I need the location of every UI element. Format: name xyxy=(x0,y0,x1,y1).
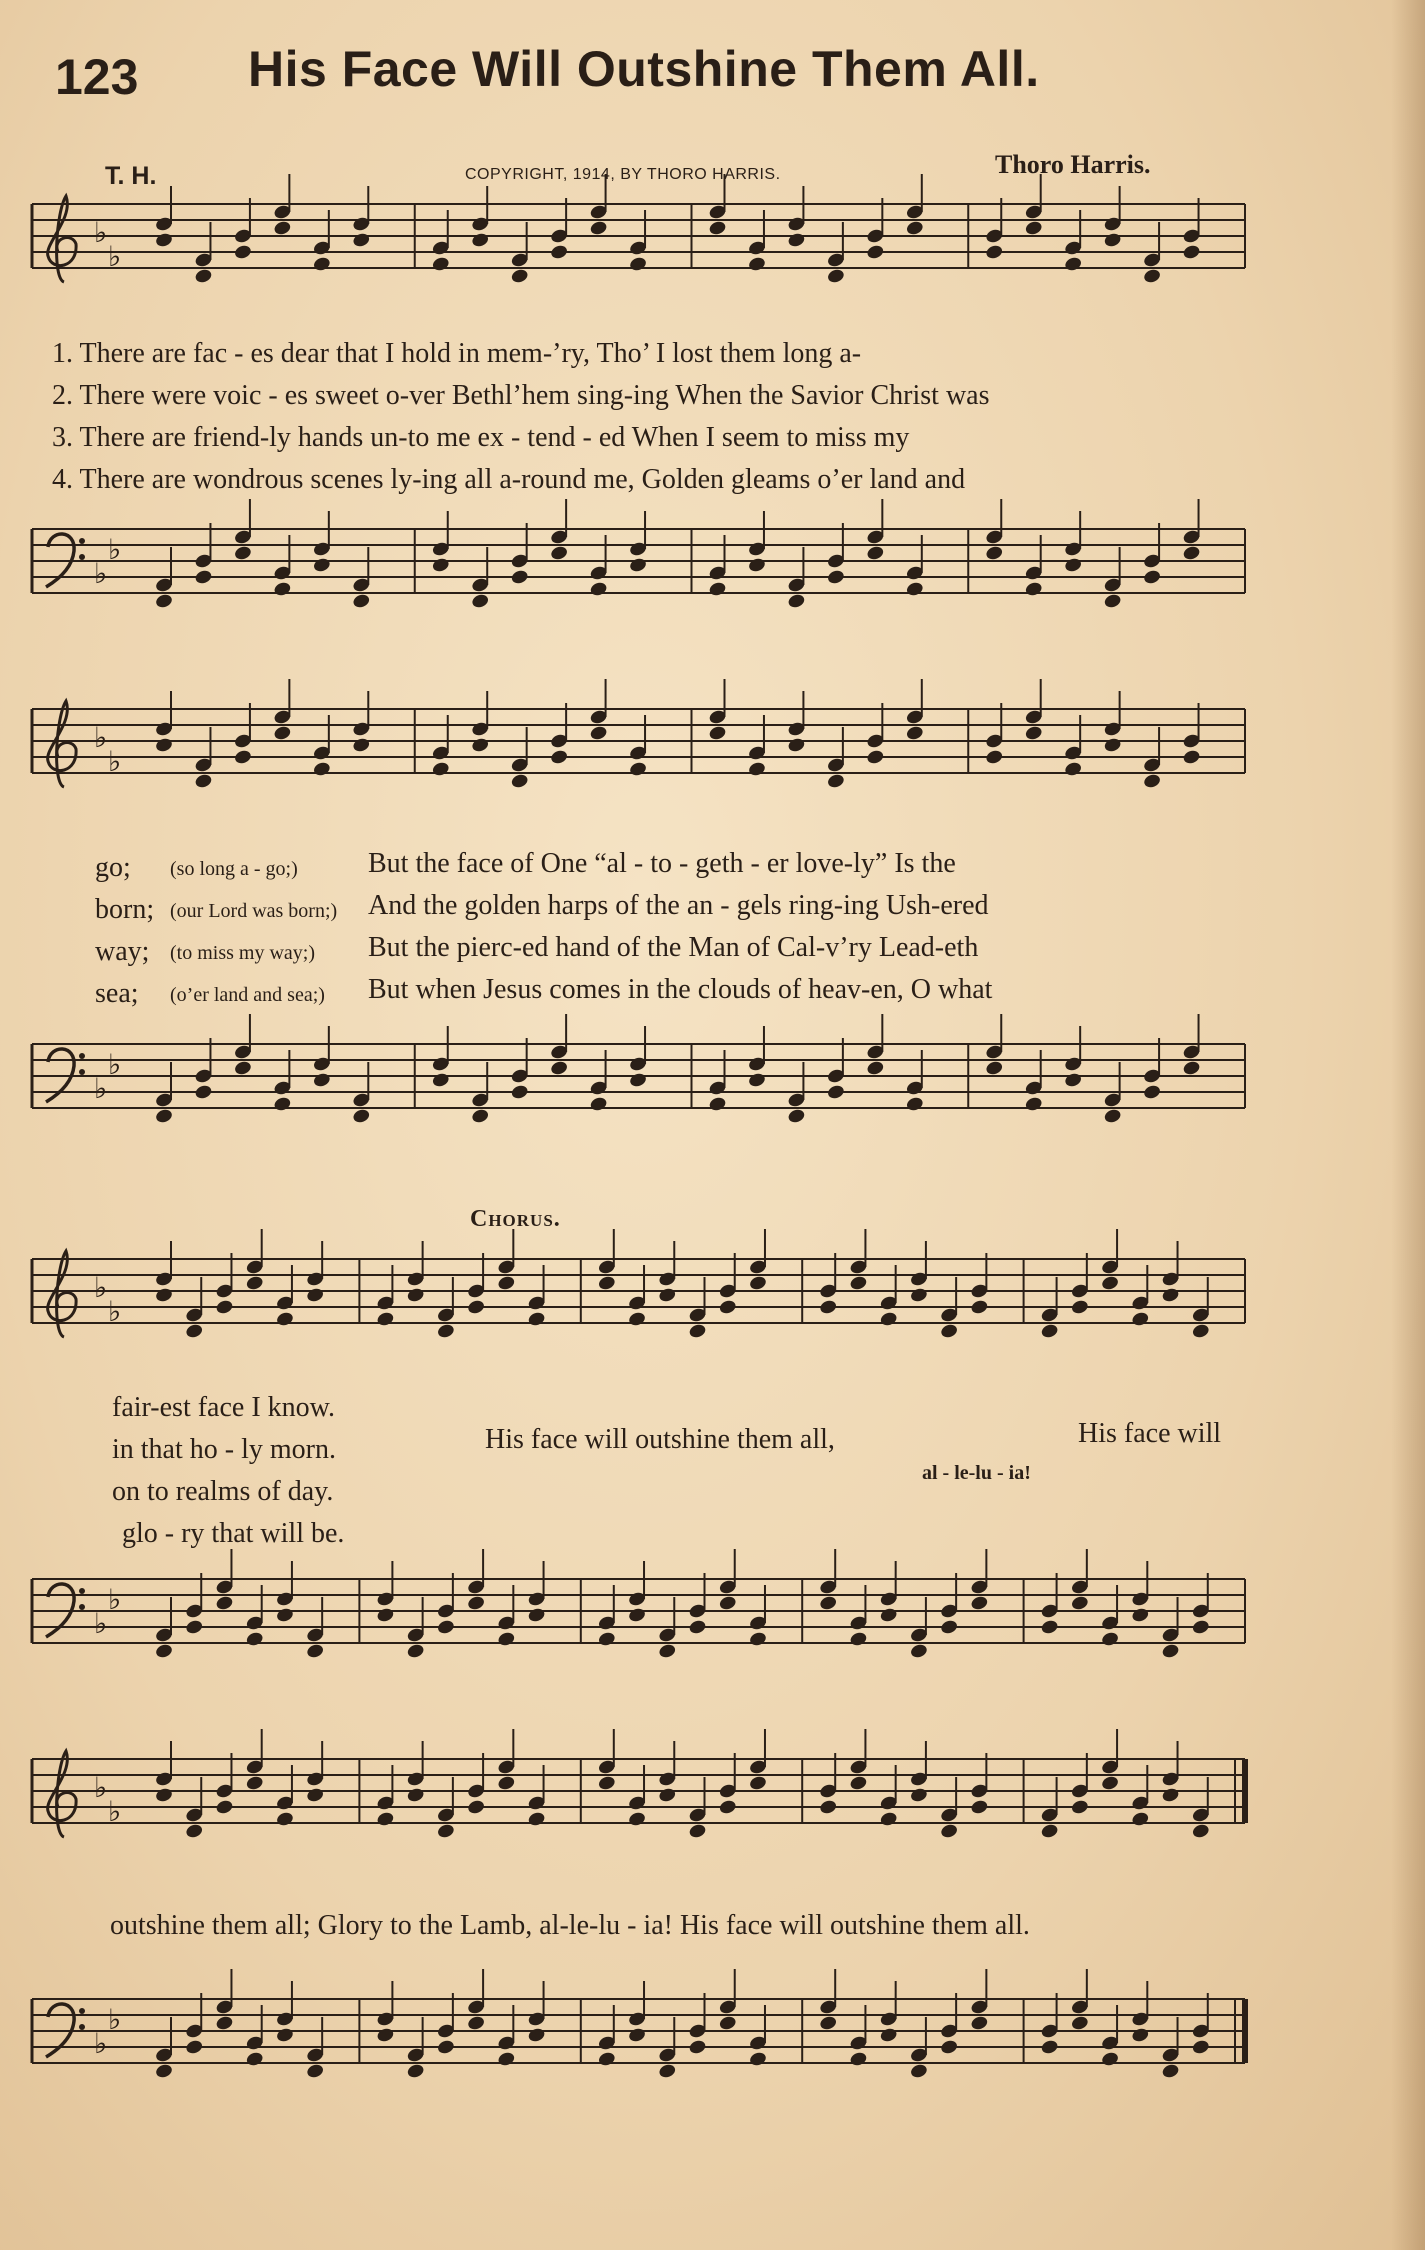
note-head xyxy=(245,1275,264,1292)
system1-verse-3: 3. There are friend-ly hands un-to me ex - tend - ed When I seem to miss my xyxy=(52,422,910,453)
note-head xyxy=(306,1787,325,1804)
note-head xyxy=(194,773,213,790)
chorus-line-1: His face will outshine them all, xyxy=(485,1424,835,1455)
note-head xyxy=(1040,1323,1059,1340)
note-head xyxy=(826,268,845,285)
copyright-notice: COPYRIGHT, 1914, BY THORO HARRIS. xyxy=(465,166,781,183)
note-head xyxy=(431,557,450,574)
note-head xyxy=(970,1299,989,1316)
note-head xyxy=(436,1619,455,1636)
note-head xyxy=(970,1595,989,1612)
note-head xyxy=(597,2051,616,2068)
bass-clef-dot xyxy=(79,2008,85,2014)
note-head xyxy=(787,1108,806,1125)
hymn-title: His Face Will Outshine Them All. xyxy=(248,41,1040,97)
chorus-echo: al - le-lu - ia! xyxy=(922,1462,1031,1484)
system1-bass-staff xyxy=(0,515,1425,635)
note-head xyxy=(1103,737,1122,754)
note-head xyxy=(1064,557,1083,574)
note-head xyxy=(826,773,845,790)
flat-sign-icon: ♭ xyxy=(94,216,108,249)
note-head xyxy=(275,1811,294,1828)
note-head xyxy=(233,244,252,261)
note-head xyxy=(688,1823,707,1840)
note-head xyxy=(406,2063,425,2080)
note-head xyxy=(819,2015,838,2032)
treble-clef-icon xyxy=(48,196,76,282)
note-head xyxy=(497,1275,516,1292)
treble-clef-icon xyxy=(48,1751,76,1837)
note-head xyxy=(1064,1072,1083,1089)
note-head xyxy=(748,2051,767,2068)
note-head xyxy=(1191,1323,1210,1340)
note-head xyxy=(597,1775,616,1792)
note-head xyxy=(215,1299,234,1316)
note-head xyxy=(718,2015,737,2032)
system1-verse-1: 1. There are fac - es dear that I hold in mem-’ry, Tho’ I lost them long a- xyxy=(52,338,862,369)
note-head xyxy=(306,1643,325,1660)
note-head xyxy=(215,1799,234,1816)
note-head xyxy=(1143,268,1162,285)
note-head xyxy=(748,1775,767,1792)
treble-clef-icon xyxy=(48,1251,76,1337)
note-head xyxy=(849,2051,868,2068)
chorus-line-2: outshine them all; Glory to the Lamb, al-le-lu - ia! His face will outshine them all. xyxy=(110,1910,1030,1941)
note-head xyxy=(747,761,766,778)
chorus-line-1-tail: His face will xyxy=(1078,1418,1222,1449)
bass-clef-dot xyxy=(79,538,85,544)
note-head xyxy=(1191,2039,1210,2056)
note-head xyxy=(866,244,885,261)
system4-bass-staff xyxy=(0,1985,1425,2105)
note-head xyxy=(233,749,252,766)
system3-verse-1-ending: fair-est face I know. xyxy=(112,1392,336,1423)
system3-verse-3-ending: on to realms of day. xyxy=(112,1476,334,1507)
note-head xyxy=(376,1811,395,1828)
note-head xyxy=(1143,773,1162,790)
note-head xyxy=(406,1287,425,1304)
note-head xyxy=(658,1787,677,1804)
note-head xyxy=(510,773,529,790)
note-head xyxy=(550,749,569,766)
system1-verse-2: 2. There were voic - es sweet o-ver Bethl’hem sing-ing When the Savior Christ was xyxy=(52,380,990,411)
system2-verse-1-start: go; xyxy=(95,852,131,883)
note-head xyxy=(1182,244,1201,261)
note-head xyxy=(550,1060,569,1077)
note-head xyxy=(1131,1607,1150,1624)
note-head xyxy=(688,1619,707,1636)
note-head xyxy=(312,256,331,273)
note-head xyxy=(1070,1299,1089,1316)
bass-clef-dot xyxy=(79,1604,85,1610)
note-head xyxy=(628,761,647,778)
note-head xyxy=(627,2027,646,2044)
system1-verse-4: 4. There are wondrous scenes ly-ing all a-round me, Golden gleams o’er land and xyxy=(52,464,966,495)
note-head xyxy=(688,1323,707,1340)
system3-bass-staff xyxy=(0,1565,1425,1685)
note-head xyxy=(154,1787,173,1804)
system3-verse-4-ending: glo - ry that will be. xyxy=(122,1518,345,1549)
note-head xyxy=(1100,1775,1119,1792)
note-head xyxy=(471,737,490,754)
note-head xyxy=(1100,1275,1119,1292)
system2-verse-4-start: sea; xyxy=(95,978,139,1009)
note-head xyxy=(905,581,924,598)
note-head xyxy=(1040,1823,1059,1840)
note-head xyxy=(215,1595,234,1612)
note-head xyxy=(718,1595,737,1612)
note-head xyxy=(909,1287,928,1304)
note-head xyxy=(1024,581,1043,598)
flat-sign-icon: ♭ xyxy=(94,1771,108,1804)
note-head xyxy=(826,569,845,586)
note-head xyxy=(1024,725,1043,742)
system1-treble-staff xyxy=(0,190,1425,310)
note-head xyxy=(597,1275,616,1292)
bass-clef-dot xyxy=(79,2024,85,2030)
note-head xyxy=(1191,1619,1210,1636)
note-head xyxy=(467,2015,486,2032)
flat-sign-icon: ♭ xyxy=(108,240,122,273)
note-head xyxy=(970,2015,989,2032)
flat-sign-icon: ♭ xyxy=(108,745,122,778)
bass-clef-dot xyxy=(79,1069,85,1075)
composer-credit: Thoro Harris. xyxy=(995,150,1151,179)
note-head xyxy=(194,1084,213,1101)
note-head xyxy=(747,557,766,574)
flat-sign-icon: ♭ xyxy=(108,1795,122,1828)
note-head xyxy=(819,1799,838,1816)
note-head xyxy=(1161,1287,1180,1304)
note-head xyxy=(312,557,331,574)
system2-verse-2-echo: (our Lord was born;) xyxy=(170,900,338,922)
note-head xyxy=(1161,1787,1180,1804)
note-head xyxy=(866,749,885,766)
note-head xyxy=(819,1595,838,1612)
system2-verse-3-rest: But the pierc-ed hand of the Man of Cal-v’ry Lead-eth xyxy=(368,932,979,963)
note-head xyxy=(1040,1619,1059,1636)
note-head xyxy=(940,2039,959,2056)
system2-verse-4-rest: But when Jesus comes in the clouds of heav-en, O what xyxy=(368,974,993,1005)
note-head xyxy=(550,545,569,562)
system2-bass-staff xyxy=(0,1030,1425,1150)
note-head xyxy=(1070,1799,1089,1816)
note-head xyxy=(589,1096,608,1113)
note-head xyxy=(245,1631,264,1648)
note-head xyxy=(905,1096,924,1113)
note-head xyxy=(747,256,766,273)
note-head xyxy=(909,2063,928,2080)
note-head xyxy=(628,557,647,574)
system2-verse-1-echo: (so long a - go;) xyxy=(170,858,298,880)
note-head xyxy=(658,1643,677,1660)
note-head xyxy=(866,545,885,562)
note-head xyxy=(215,2015,234,2032)
note-head xyxy=(849,1775,868,1792)
treble-clef-icon xyxy=(48,701,76,787)
note-head xyxy=(628,256,647,273)
note-head xyxy=(708,1096,727,1113)
flat-sign-icon: ♭ xyxy=(94,1271,108,1304)
note-head xyxy=(1024,220,1043,237)
note-head xyxy=(431,1072,450,1089)
flat-sign-icon: ♭ xyxy=(108,2003,122,2036)
note-head xyxy=(352,1108,371,1125)
note-head xyxy=(1064,256,1083,273)
note-head xyxy=(1131,1311,1150,1328)
note-head xyxy=(275,1311,294,1328)
note-head xyxy=(589,581,608,598)
note-head xyxy=(628,1072,647,1089)
note-head xyxy=(627,1811,646,1828)
note-head xyxy=(1143,1084,1162,1101)
note-head xyxy=(658,2063,677,2080)
note-head xyxy=(436,1823,455,1840)
note-head xyxy=(787,593,806,610)
note-head xyxy=(866,1060,885,1077)
note-head xyxy=(467,1799,486,1816)
note-head xyxy=(849,1631,868,1648)
note-head xyxy=(497,1775,516,1792)
flat-sign-icon: ♭ xyxy=(108,1583,122,1616)
note-head xyxy=(819,1299,838,1316)
note-head xyxy=(431,761,450,778)
note-head xyxy=(154,1108,173,1125)
note-head xyxy=(826,1084,845,1101)
note-head xyxy=(510,1084,529,1101)
note-head xyxy=(154,2063,173,2080)
note-head xyxy=(1024,1096,1043,1113)
flat-sign-icon: ♭ xyxy=(108,533,122,566)
note-head xyxy=(497,1631,516,1648)
hymn-number: 123 xyxy=(55,49,139,105)
note-head xyxy=(312,1072,331,1089)
note-head xyxy=(154,1287,173,1304)
note-head xyxy=(245,1775,264,1792)
note-head xyxy=(194,569,213,586)
flat-sign-icon: ♭ xyxy=(94,721,108,754)
system2-verse-3-echo: (to miss my way;) xyxy=(170,942,315,964)
note-head xyxy=(406,1787,425,1804)
note-head xyxy=(909,1787,928,1804)
note-head xyxy=(1064,761,1083,778)
note-head xyxy=(306,2063,325,2080)
bass-clef-dot xyxy=(79,554,85,560)
note-head xyxy=(909,1643,928,1660)
note-head xyxy=(849,1275,868,1292)
note-head xyxy=(527,2027,546,2044)
note-head xyxy=(597,1631,616,1648)
system3-treble-staff xyxy=(0,1245,1425,1365)
system2-verse-4-echo: (o’er land and sea;) xyxy=(170,984,325,1006)
note-head xyxy=(970,1799,989,1816)
note-head xyxy=(708,581,727,598)
chorus-label: Chorus. xyxy=(470,1206,561,1232)
note-head xyxy=(985,749,1004,766)
note-head xyxy=(471,1108,490,1125)
note-head xyxy=(879,2027,898,2044)
bass-clef-dot xyxy=(79,1588,85,1594)
system2-verse-2-start: born; xyxy=(95,894,155,925)
note-head xyxy=(154,593,173,610)
note-head xyxy=(352,593,371,610)
flat-sign-icon: ♭ xyxy=(94,1607,108,1640)
note-head xyxy=(550,244,569,261)
note-head xyxy=(233,1060,252,1077)
note-head xyxy=(497,2051,516,2068)
system2-verse-3-start: way; xyxy=(95,936,150,967)
note-head xyxy=(471,593,490,610)
flat-sign-icon: ♭ xyxy=(108,1048,122,1081)
note-head xyxy=(185,1619,204,1636)
note-head xyxy=(748,1631,767,1648)
note-head xyxy=(1100,1631,1119,1648)
system2-treble-staff xyxy=(0,695,1425,815)
note-head xyxy=(940,1619,959,1636)
note-head xyxy=(589,220,608,237)
note-head xyxy=(879,1607,898,1624)
note-head xyxy=(245,2051,264,2068)
note-head xyxy=(1100,2051,1119,2068)
note-head xyxy=(527,1811,546,1828)
note-head xyxy=(154,737,173,754)
note-head xyxy=(312,761,331,778)
note-head xyxy=(985,1060,1004,1077)
note-head xyxy=(233,545,252,562)
note-head xyxy=(352,232,371,249)
note-head xyxy=(718,1799,737,1816)
note-head xyxy=(1070,2015,1089,2032)
note-head xyxy=(940,1823,959,1840)
note-head xyxy=(940,1323,959,1340)
note-head xyxy=(589,725,608,742)
note-head xyxy=(185,1323,204,1340)
note-head xyxy=(1143,569,1162,586)
note-head xyxy=(1161,1643,1180,1660)
note-head xyxy=(627,1311,646,1328)
note-head xyxy=(708,220,727,237)
note-head xyxy=(1182,749,1201,766)
note-head xyxy=(985,244,1004,261)
note-head xyxy=(306,1287,325,1304)
note-head xyxy=(275,1607,294,1624)
note-head xyxy=(905,220,924,237)
note-head xyxy=(1040,2039,1059,2056)
note-head xyxy=(194,268,213,285)
flat-sign-icon: ♭ xyxy=(94,557,108,590)
system3-verse-2-ending: in that ho - ly morn. xyxy=(112,1434,336,1465)
note-head xyxy=(627,1607,646,1624)
note-head xyxy=(905,725,924,742)
note-head xyxy=(154,232,173,249)
author-initials: T. H. xyxy=(105,162,157,190)
note-head xyxy=(1131,1811,1150,1828)
note-head xyxy=(436,2039,455,2056)
note-head xyxy=(688,2039,707,2056)
note-head xyxy=(1161,2063,1180,2080)
system4-treble-staff xyxy=(0,1745,1425,1865)
note-head xyxy=(1131,2027,1150,2044)
note-head xyxy=(406,1643,425,1660)
note-head xyxy=(1191,1823,1210,1840)
note-head xyxy=(527,1311,546,1328)
note-head xyxy=(273,220,292,237)
note-head xyxy=(154,1643,173,1660)
note-head xyxy=(273,725,292,742)
note-head xyxy=(1070,1595,1089,1612)
system2-verse-1-rest: But the face of One “al - to - geth - er love-ly” Is the xyxy=(368,848,956,879)
note-head xyxy=(510,268,529,285)
note-head xyxy=(376,1607,395,1624)
note-head xyxy=(431,256,450,273)
note-head xyxy=(436,1323,455,1340)
note-head xyxy=(185,1823,204,1840)
note-head xyxy=(1103,593,1122,610)
note-head xyxy=(747,1072,766,1089)
note-head xyxy=(352,737,371,754)
flat-sign-icon: ♭ xyxy=(94,2027,108,2060)
note-head xyxy=(467,1595,486,1612)
note-head xyxy=(748,1275,767,1292)
note-head xyxy=(376,2027,395,2044)
note-head xyxy=(985,545,1004,562)
note-head xyxy=(1182,1060,1201,1077)
note-head xyxy=(275,2027,294,2044)
note-head xyxy=(510,569,529,586)
note-head xyxy=(879,1811,898,1828)
note-head xyxy=(718,1299,737,1316)
note-head xyxy=(708,725,727,742)
bass-clef-dot xyxy=(79,1053,85,1059)
note-head xyxy=(787,737,806,754)
note-head xyxy=(879,1311,898,1328)
note-head xyxy=(471,232,490,249)
note-head xyxy=(185,2039,204,2056)
note-head xyxy=(273,581,292,598)
note-head xyxy=(273,1096,292,1113)
note-head xyxy=(527,1607,546,1624)
system2-verse-2-rest: And the golden harps of the an - gels ring-ing Ush-ered xyxy=(368,890,989,921)
note-head xyxy=(376,1311,395,1328)
flat-sign-icon: ♭ xyxy=(94,1072,108,1105)
note-head xyxy=(1182,545,1201,562)
note-head xyxy=(658,1287,677,1304)
note-head xyxy=(1103,1108,1122,1125)
note-head xyxy=(1103,232,1122,249)
flat-sign-icon: ♭ xyxy=(108,1295,122,1328)
note-head xyxy=(787,232,806,249)
note-head xyxy=(467,1299,486,1316)
